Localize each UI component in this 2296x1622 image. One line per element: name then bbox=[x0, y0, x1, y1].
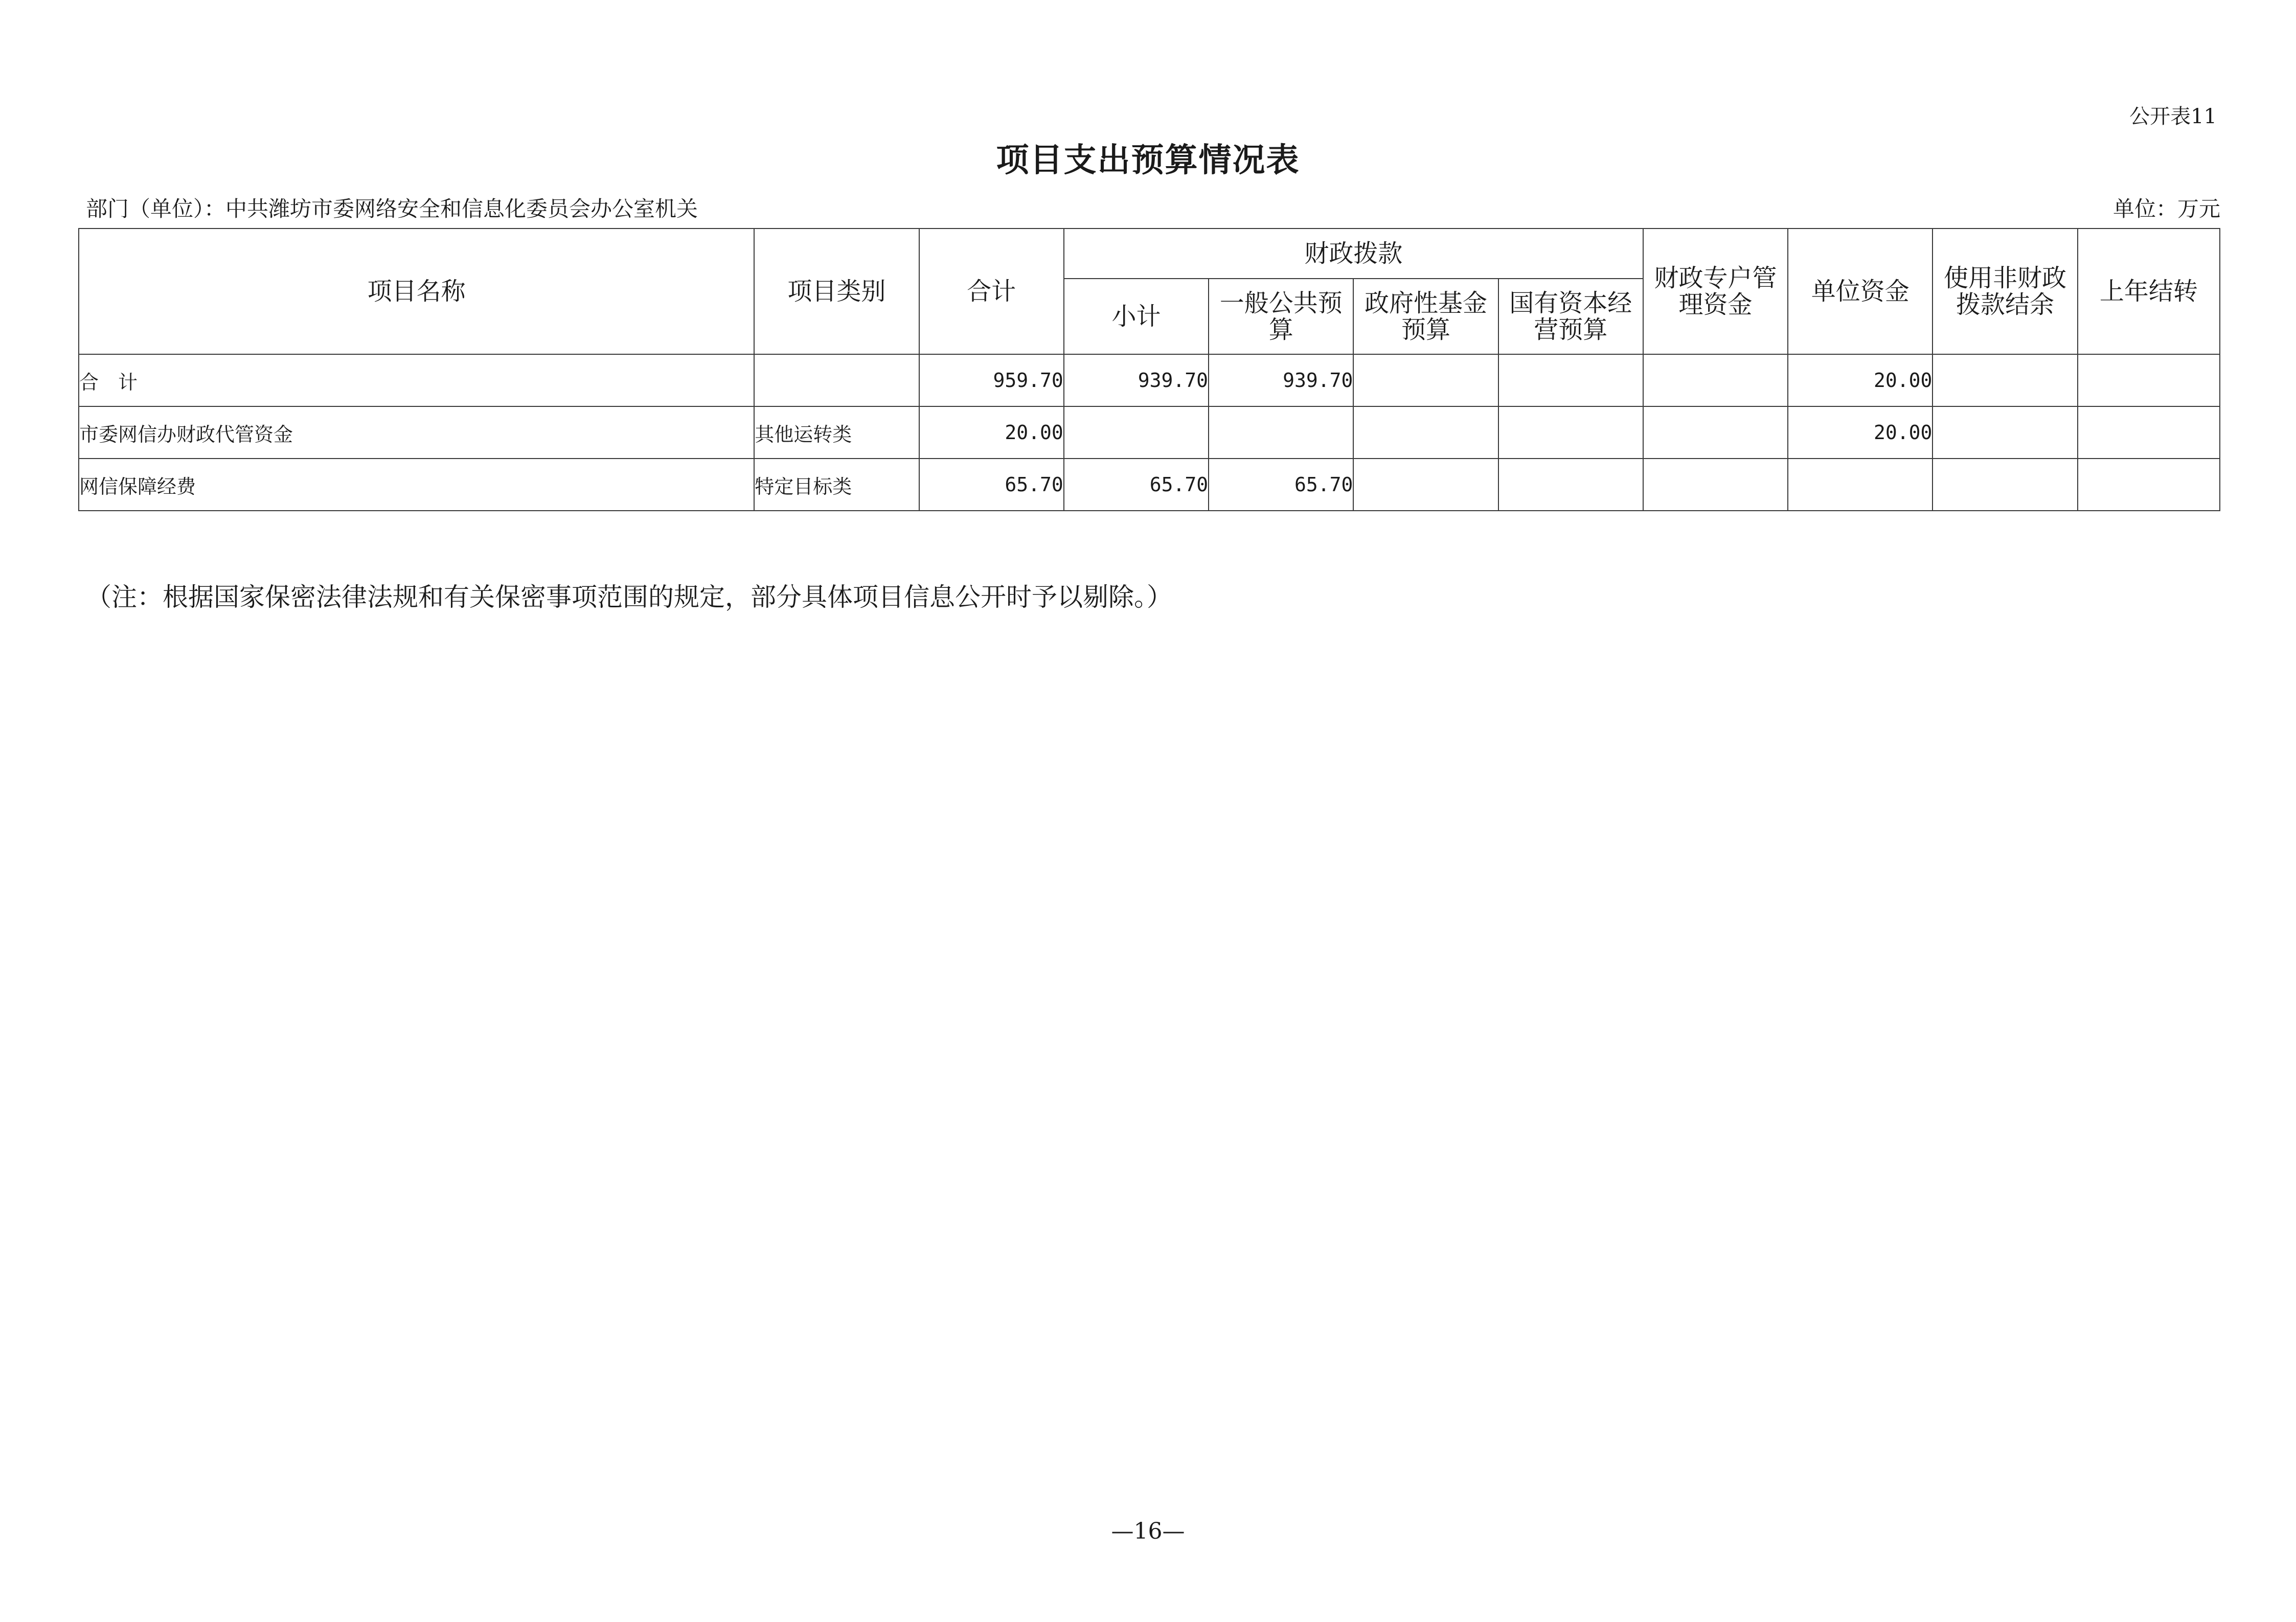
cell-general-budget: 65.70 bbox=[1209, 459, 1353, 511]
cell-unit-funds: 20.00 bbox=[1788, 406, 1933, 459]
cell-total: 65.70 bbox=[919, 459, 1064, 511]
cell-gov-fund bbox=[1353, 406, 1498, 459]
header-project-name: 项目名称 bbox=[79, 229, 754, 354]
cell-subtotal bbox=[1064, 406, 1209, 459]
cell-gov-fund bbox=[1353, 459, 1498, 511]
cell-non-fiscal-balance bbox=[1933, 406, 2077, 459]
cell-project-name: 网信保障经费 bbox=[79, 459, 754, 511]
cell-non-fiscal-balance bbox=[1933, 354, 2077, 406]
cell-general-budget bbox=[1209, 406, 1353, 459]
project-budget-table bbox=[78, 228, 2220, 511]
cell-unit-funds bbox=[1788, 459, 1933, 511]
header-project-category: 项目类别 bbox=[754, 229, 919, 354]
table-row bbox=[79, 459, 2220, 511]
header-government-fund-budget: 政府性基金预算 bbox=[1353, 279, 1498, 354]
header-fiscal-appropriation: 财政拨款 bbox=[1064, 229, 1643, 279]
header-non-fiscal-balance: 使用非财政拨款结余 bbox=[1933, 229, 2077, 354]
form-number: 公开表11 bbox=[2129, 105, 2217, 128]
page-number: —16— bbox=[1111, 1518, 1185, 1544]
cell-non-fiscal-balance bbox=[1933, 459, 2077, 511]
cell-state-capital bbox=[1498, 406, 1643, 459]
cell-project-category: 特定目标类 bbox=[754, 459, 919, 511]
cell-carryover bbox=[2078, 354, 2220, 406]
cell-general-budget: 939.70 bbox=[1209, 354, 1353, 406]
cell-total: 959.70 bbox=[919, 354, 1064, 406]
cell-project-name: 市委网信办财政代管资金 bbox=[79, 406, 754, 459]
header-subtotal: 小计 bbox=[1064, 279, 1209, 354]
cell-project-name: 合 计 bbox=[79, 354, 754, 406]
cell-special-mgmt bbox=[1643, 459, 1788, 511]
table-row bbox=[79, 406, 2220, 459]
cell-subtotal: 65.70 bbox=[1064, 459, 1209, 511]
cell-total: 20.00 bbox=[919, 406, 1064, 459]
cell-special-mgmt bbox=[1643, 406, 1788, 459]
page-title: 项目支出预算情况表 bbox=[996, 142, 1300, 179]
cell-carryover bbox=[2078, 459, 2220, 511]
cell-state-capital bbox=[1498, 354, 1643, 406]
cell-project-category: 其他运转类 bbox=[754, 406, 919, 459]
header-total: 合计 bbox=[919, 229, 1064, 354]
cell-carryover bbox=[2078, 406, 2220, 459]
department-label: 部门（单位）：中共潍坊市委网络安全和信息化委员会办公室机关 bbox=[86, 196, 698, 221]
header-state-capital-budget: 国有资本经营预算 bbox=[1498, 279, 1643, 354]
cell-gov-fund bbox=[1353, 354, 1498, 406]
cell-subtotal: 939.70 bbox=[1064, 354, 1209, 406]
header-prior-year-carryover: 上年结转 bbox=[2078, 229, 2220, 354]
cell-special-mgmt bbox=[1643, 354, 1788, 406]
header-general-public-budget: 一般公共预算 bbox=[1209, 279, 1353, 354]
table-row bbox=[79, 354, 2220, 406]
confidentiality-note: （注：根据国家保密法律法规和有关保密事项范围的规定，部分具体项目信息公开时予以剔除。） bbox=[86, 582, 1172, 612]
cell-state-capital bbox=[1498, 459, 1643, 511]
unit-label: 单位：万元 bbox=[2112, 196, 2220, 221]
cell-unit-funds: 20.00 bbox=[1788, 354, 1933, 406]
cell-project-category bbox=[754, 354, 919, 406]
header-unit-funds: 单位资金 bbox=[1788, 229, 1933, 354]
header-special-account-funds: 财政专户管理资金 bbox=[1643, 229, 1788, 354]
